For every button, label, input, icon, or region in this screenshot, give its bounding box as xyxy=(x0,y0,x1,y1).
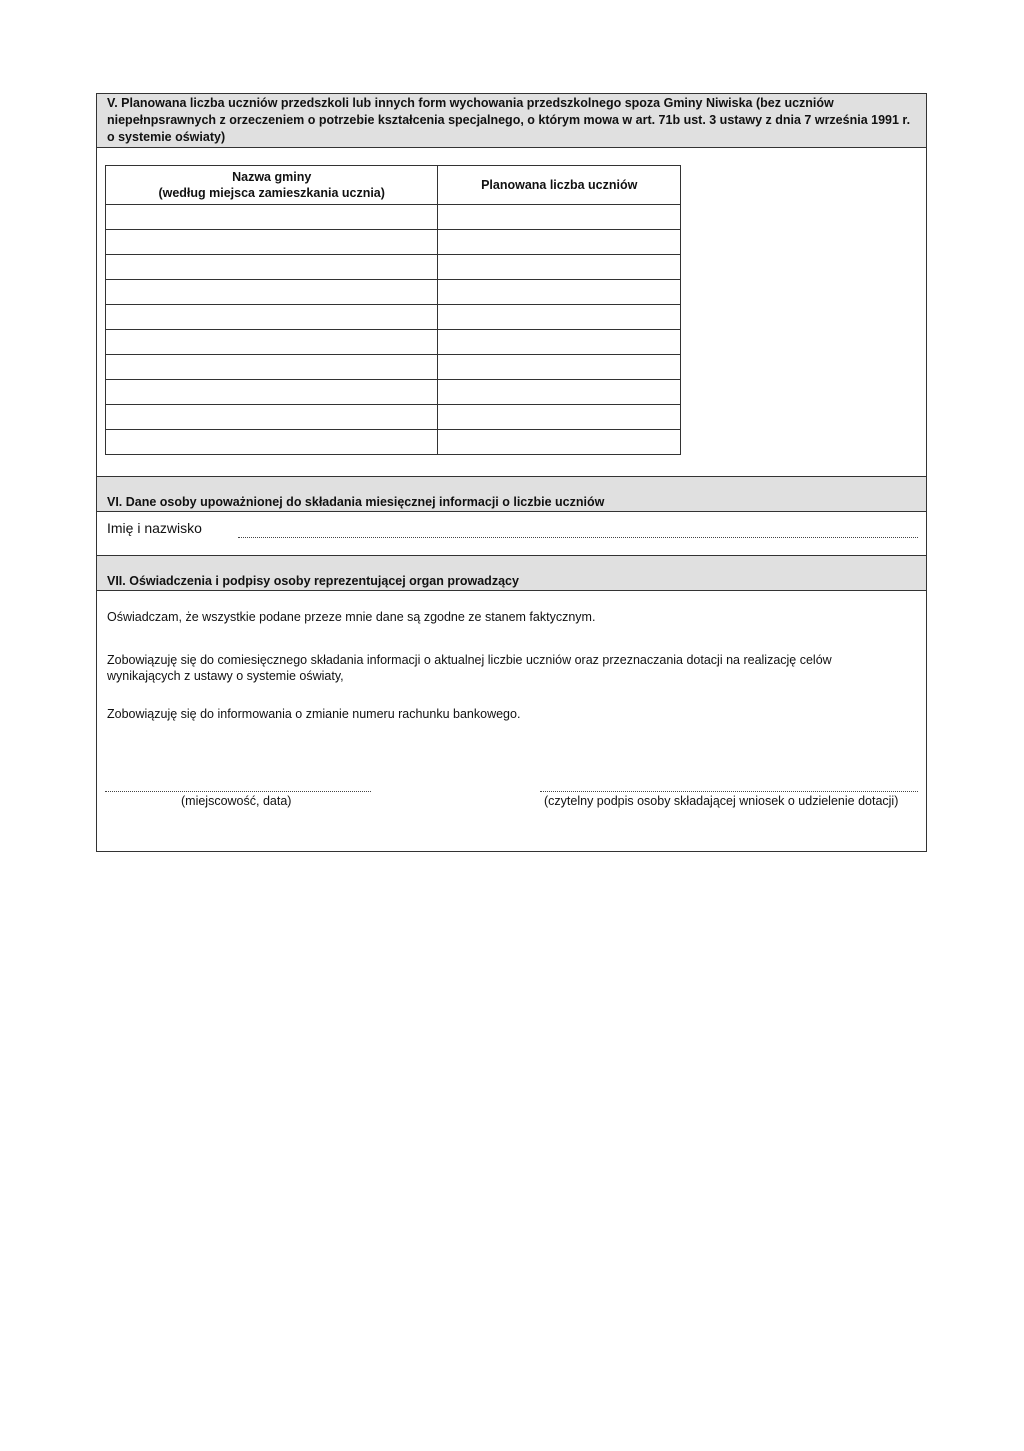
section-7-heading-text: VII. Oświadczenia i podpisy osoby reprezentującej organ prowadzący xyxy=(107,574,519,588)
planned-count-cell[interactable] xyxy=(438,405,681,430)
planned-count-cell[interactable] xyxy=(438,280,681,305)
divider xyxy=(97,511,926,512)
name-label: Imię i nazwisko xyxy=(107,520,202,536)
municipality-header-line2: (według miejsca zamieszkania ucznia) xyxy=(158,186,385,200)
table-row xyxy=(106,255,681,280)
table-row xyxy=(106,430,681,455)
municipality-cell[interactable] xyxy=(106,355,438,380)
section-6-heading-text: VI. Dane osoby upoważnionej do składania miesięcznej informacji o liczbie uczniów xyxy=(107,495,605,509)
place-date-label: (miejscowość, data) xyxy=(181,794,292,808)
municipality-cell[interactable] xyxy=(106,430,438,455)
municipality-cell[interactable] xyxy=(106,255,438,280)
municipality-cell[interactable] xyxy=(106,230,438,255)
name-field[interactable] xyxy=(238,537,918,538)
table-row xyxy=(106,230,681,255)
table-row xyxy=(106,205,681,230)
municipality-cell[interactable] xyxy=(106,330,438,355)
planned-count-cell[interactable] xyxy=(438,355,681,380)
table-header-row xyxy=(106,166,681,205)
signature-field[interactable] xyxy=(540,791,918,792)
dotation-form xyxy=(96,93,927,852)
table-row xyxy=(106,280,681,305)
statement-accuracy: Oświadczam, że wszystkie podane przeze mnie dane są zgodne ze stanem faktycznym. xyxy=(107,610,596,624)
signature-label: (czytelny podpis osoby składającej wniosek o udzielenie dotacji) xyxy=(544,794,899,808)
planned-count-cell[interactable] xyxy=(438,255,681,280)
municipality-table xyxy=(105,165,681,455)
planned-count-column-header: Planowana liczba uczniów xyxy=(438,166,681,205)
table-row xyxy=(106,330,681,355)
statement-monthly-reporting: Zobowiązuję się do comiesięcznego składania informacji o aktualnej liczbie uczniów oraz przeznaczania dotacji na realizację celów wynikających z ustawy o systemie oświaty, xyxy=(107,653,832,683)
planned-count-cell[interactable] xyxy=(438,205,681,230)
municipality-cell[interactable] xyxy=(106,205,438,230)
section-6-heading xyxy=(97,477,926,512)
municipality-cell[interactable] xyxy=(106,380,438,405)
planned-count-cell[interactable] xyxy=(438,230,681,255)
table-row xyxy=(106,355,681,380)
municipality-cell[interactable] xyxy=(106,305,438,330)
table-row xyxy=(106,405,681,430)
section-7-heading xyxy=(97,556,926,591)
section-5-heading: V. Planowana liczba uczniów przedszkoli lub innych form wychowania przedszkolnego spoza Gminy Niwiska (bez uczniów niepełnpsrawnych z orzeczeniem o potrzebie kształcenia specjalnego, o którym mowa w art. 71b ust. 3 ustawy z dnia 7 września 1991 r. o systemie oświaty) xyxy=(97,94,926,148)
planned-count-cell[interactable] xyxy=(438,430,681,455)
divider xyxy=(97,590,926,591)
statement-bank-account: Zobowiązuję się do informowania o zmianie numeru rachunku bankowego. xyxy=(107,707,521,721)
municipality-cell[interactable] xyxy=(106,405,438,430)
municipality-column-header xyxy=(106,166,438,205)
table-row xyxy=(106,305,681,330)
place-date-field[interactable] xyxy=(105,791,371,792)
planned-count-cell[interactable] xyxy=(438,305,681,330)
municipality-header-line1: Nazwa gminy xyxy=(232,170,312,184)
table-row xyxy=(106,380,681,405)
planned-count-cell[interactable] xyxy=(438,380,681,405)
planned-count-cell[interactable] xyxy=(438,330,681,355)
municipality-cell[interactable] xyxy=(106,280,438,305)
